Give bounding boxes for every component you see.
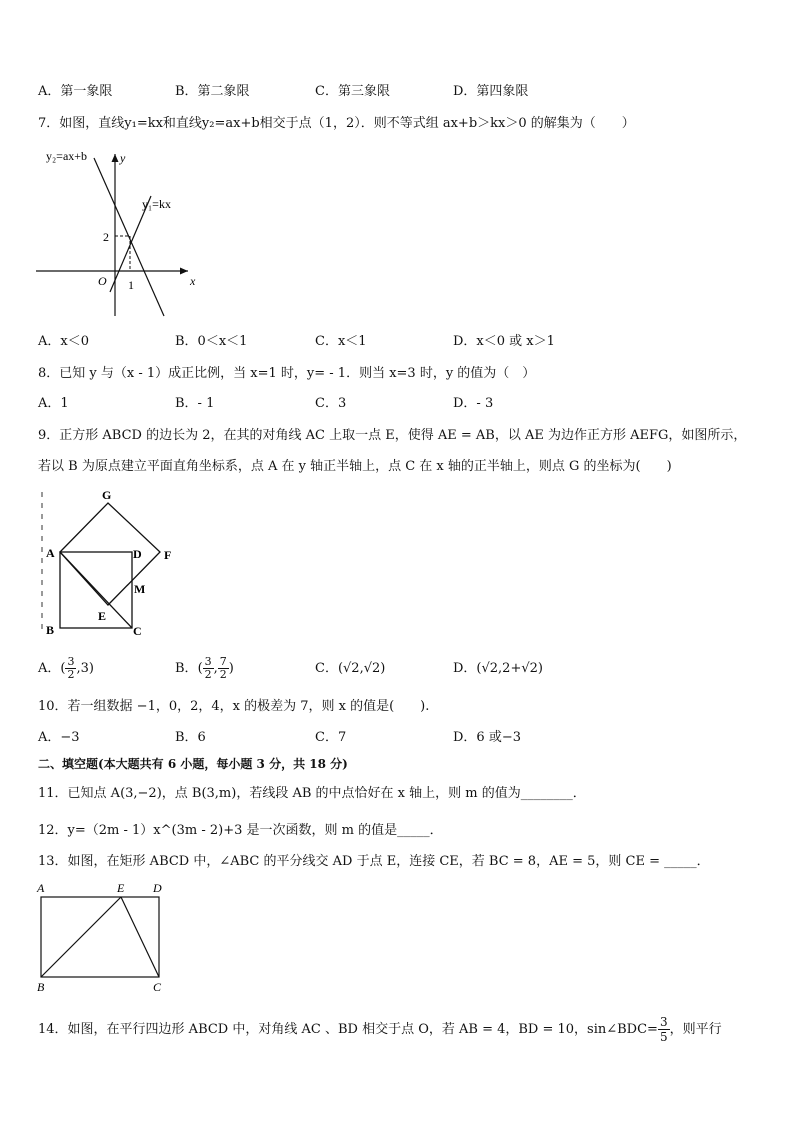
q13-figure	[34, 880, 174, 996]
q7-option-b: B．0＜x＜1	[175, 334, 248, 349]
q14-stem: 14．如图，在平行四边形 ABCD 中，对角线 AC 、BD 相交于点 O，若 AB = 4，BD = 10，sin∠BDC= $\frac{3}{5}$ ，则平行	[38, 1015, 722, 1044]
q10-stem: 10．若一组数据 −1，0，2，4，x 的极差为 7，则 x 的值是( ).	[38, 699, 430, 714]
q9-option-b: B．( $\frac{3}{2}$ , $\frac{7}{2}$ )	[175, 655, 234, 681]
q8-stem: 8．已知 y 与（x - 1）成正比例，当 x=1 时，y= - 1．则当 x=3 时，y 的值为（ ）	[38, 366, 536, 381]
label-origin: O	[98, 274, 107, 288]
q6-option-c: C．第三象限	[315, 84, 390, 99]
label-b: B	[37, 980, 45, 994]
label-tick-2: 2	[103, 230, 109, 244]
section-2-heading: 二、填空题(本大题共有 6 小题，每小题 3 分，共 18 分)	[38, 757, 348, 771]
q11-stem: 11．已知点 A(3,−2)，点 B(3,m)，若线段 AB 的中点恰好在 x 轴上，则 m 的值为________．	[38, 786, 586, 801]
q9-option-d: D．(√2,2+√2)	[453, 661, 543, 676]
q8-option-b: B．- 1	[175, 396, 215, 411]
label-c: C	[133, 624, 142, 638]
q7-option-c: C．x＜1	[315, 334, 367, 349]
q9-figure	[36, 484, 186, 642]
q10-option-c: C．7	[315, 730, 347, 745]
q6-option-a: A．第一象限	[38, 84, 113, 99]
q7-option-a: A．x＜0	[38, 334, 89, 349]
q8-option-c: C．3	[315, 396, 347, 411]
q9-stem-line1: 9．正方形 ABCD 的边长为 2，在其的对角线 AC 上取一点 E，使得 AE = AB，以 AE 为边作正方形 AEFG，如图所示，	[38, 428, 747, 443]
q10-option-a: A．−3	[38, 730, 80, 745]
q8-option-a: A．1	[38, 396, 69, 411]
label-d: D	[153, 881, 162, 895]
x-axis-arrow	[180, 268, 188, 275]
label-d: D	[133, 547, 142, 561]
label-c: C	[153, 980, 162, 994]
label-e: E	[98, 609, 107, 623]
label-tick-1: 1	[128, 278, 134, 292]
segment-be	[41, 897, 121, 977]
q9-option-a: A．( $\frac{3}{2}$ ,3)	[38, 655, 94, 681]
label-a: A	[37, 881, 45, 895]
q13-stem: 13．如图，在矩形 ABCD 中，∠ABC 的平分线交 AD 于点 E，连接 CE，若 BC = 8，AE = 5，则 CE = _____．	[38, 854, 710, 869]
label-y1: y₁=kx	[142, 197, 171, 211]
q7-option-d: D．x＜0 或 x＞1	[453, 334, 555, 349]
q6-option-b: B．第二象限	[175, 84, 250, 99]
label-b: B	[46, 623, 55, 637]
y-axis-arrow	[112, 154, 119, 162]
q7-stem: 7．如图，直线y₁=kx和直线y₂=ax+b相交于点（1，2）．则不等式组 ax+b＞kx＞0 的解集为（ ）	[38, 116, 635, 131]
q8-option-d: D．- 3	[453, 396, 494, 411]
label-e: E	[117, 881, 125, 895]
q6-option-d: D．第四象限	[453, 84, 529, 99]
label-a: A	[46, 546, 55, 560]
q7-figure	[36, 144, 206, 322]
label-x-axis: x	[190, 274, 196, 288]
rectangle-abcd	[41, 897, 159, 977]
label-g: G	[102, 488, 112, 502]
label-m: M	[134, 582, 146, 596]
q10-option-b: B．6	[175, 730, 206, 745]
q10-option-d: D．6 或−3	[453, 730, 521, 745]
q9-stem-line2: 若以 B 为原点建立平面直角坐标系，点 A 在 y 轴正半轴上，点 C 在 x 轴的正半轴上，则点 G 的坐标为( )	[38, 459, 672, 474]
q9-option-c: C．(√2,√2)	[315, 661, 386, 676]
label-y-axis: y	[120, 151, 126, 165]
label-f: F	[164, 548, 172, 562]
label-y2: y₂=ax+b	[46, 149, 88, 163]
q12-stem: 12．y=（2m - 1）x^(3m - 2)+3 是一次函数，则 m 的值是_____．	[38, 823, 443, 838]
segment-ce	[121, 897, 159, 977]
